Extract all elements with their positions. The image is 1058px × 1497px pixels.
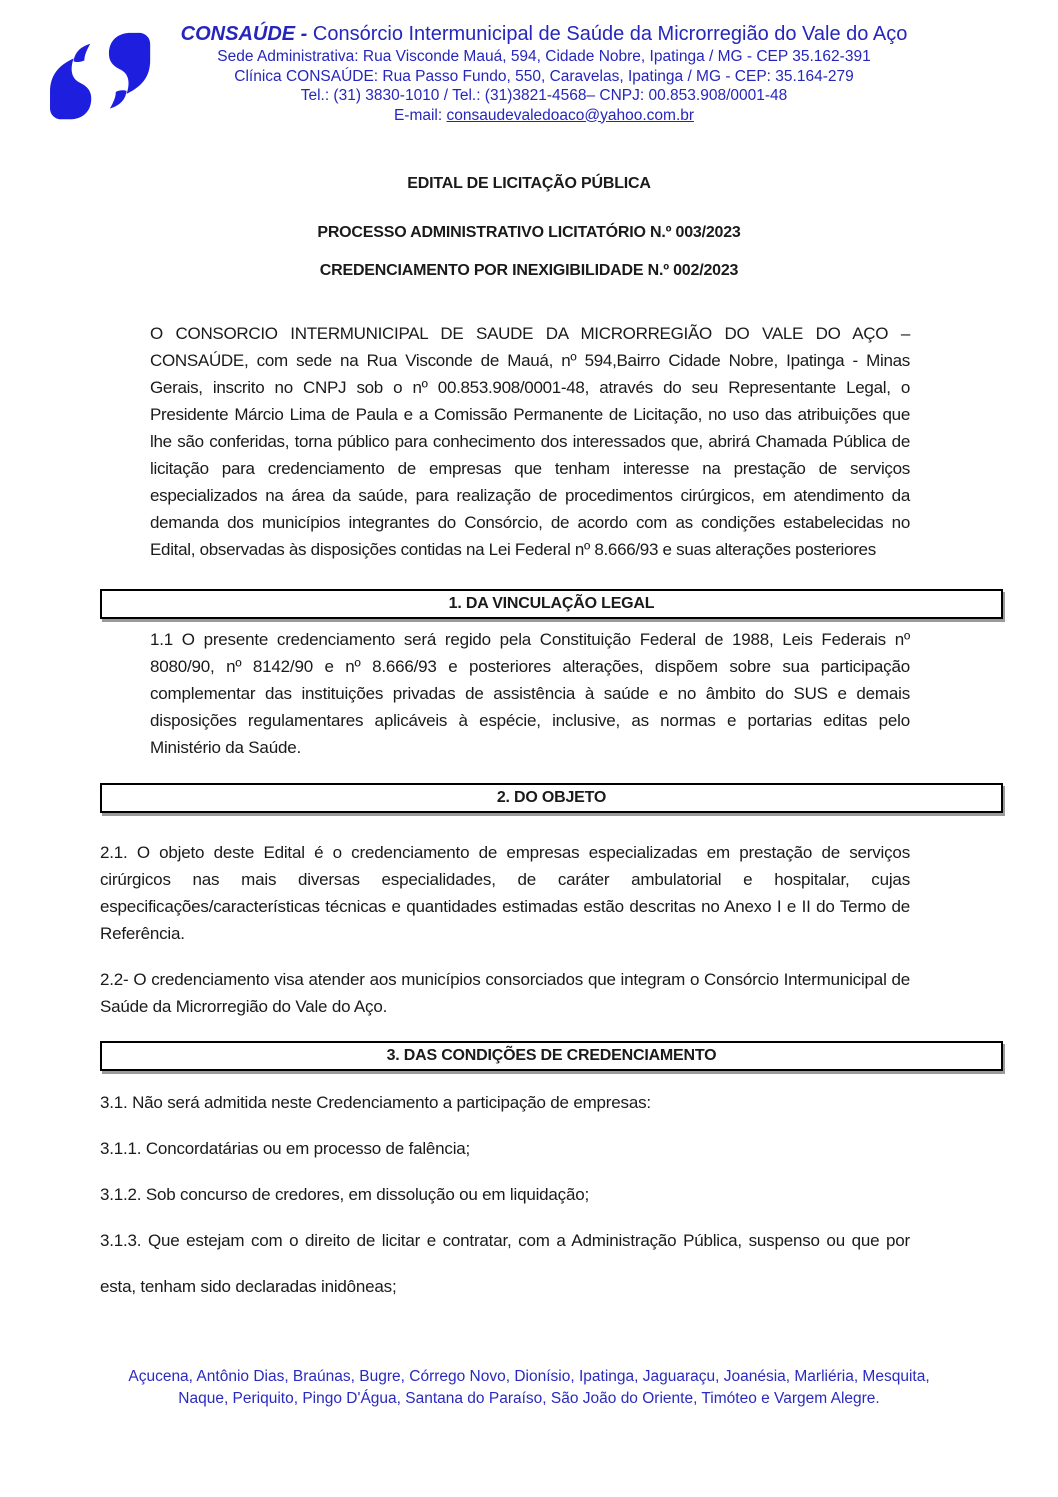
paragraph-1-1: 1.1 O presente credenciamento será regido pela Constituição Federal de 1988, Leis Federais nº 8080/90, nº 8142/90 e nº 8.666/93 e posteriores alterações, dispõem sobre sua participação complementar das instituições privadas de assistência à saúde e no âmbito do SUS e demais disposições regulamentares aplicáveis à espécie, inclusive, as normas e portarias editas pelo Ministério da Saúde. <box>150 630 910 757</box>
credential-title: CREDENCIAMENTO POR INEXIGIBILIDADE N.º 002/2023 <box>319 262 739 279</box>
paragraph-2-1: 2.1. O objeto deste Edital é o credenciamento de empresas especializadas em prestação de serviços cirúrgicos nas mais diversas especialidades, de caráter ambulatorial e hospitalar, cujas especificações/características técnicas e quantidades estimadas estão descritas no Anexo I e II do Termo de Referência. <box>100 843 910 943</box>
consaude-logo-icon <box>46 28 164 136</box>
org-address-admin: Sede Administrativa: Rua Visconde Mauá, 594, Cidade Nobre, Ipatinga / MG - CEP 35.162-391 <box>217 48 871 65</box>
paragraph-3-1-1: 3.1.1. Concordatárias ou em processo de falência; <box>100 1139 471 1158</box>
section-heading-2: 2. DO OBJETO <box>100 783 1003 813</box>
letterhead <box>0 0 1058 125</box>
org-abbr: CONSAÚDE - <box>180 23 313 45</box>
org-name: Consórcio Intermunicipal de Saúde da Microrregião do Vale do Aço <box>312 23 908 45</box>
paragraph-3-1-2: 3.1.2. Sob concurso de credores, em dissolução ou em liquidação; <box>100 1185 589 1204</box>
edital-title: EDITAL DE LICITAÇÃO PÚBLICA <box>407 175 651 192</box>
org-address-clinic: Clínica CONSAÚDE: Rua Passo Fundo, 550, Caravelas, Ipatinga / MG - CEP: 35.164-279 <box>234 67 854 85</box>
org-title <box>60 22 1028 47</box>
process-title: PROCESSO ADMINISTRATIVO LICITATÓRIO N.º 003/2023 <box>317 224 741 241</box>
org-email-line <box>60 106 1028 126</box>
section-heading-3: 3. DAS CONDIÇÕES DE CREDENCIAMENTO <box>100 1041 1003 1071</box>
paragraph-2-2: 2.2- O credenciamento visa atender aos municípios consorciados que integram o Consórcio Intermunicipal de Saúde da Microrregião do Vale do Aço. <box>100 970 910 1016</box>
paragraph-3-1: 3.1. Não será admitida neste Credenciamento a participação de empresas: <box>100 1093 651 1112</box>
email-label: E-mail: <box>393 106 447 124</box>
municipalities-footer: Açucena, Antônio Dias, Braúnas, Bugre, Córrego Novo, Dionísio, Ipatinga, Jaguaraçu, Joanésia, Marliéria, Mesquita, Naque, Periquito, Pingo D'Água, Santana do Paraíso, São João do Oriente, Timóteo e Vargem Alegre. <box>128 1368 930 1407</box>
document-body <box>0 175 1058 1310</box>
paragraph-3-1-3: 3.1.3. Que estejam com o direito de licitar e contratar, com a Administração Pública, suspenso ou que por esta, tenham sido declaradas inidôneas; <box>100 1231 910 1296</box>
intro-paragraph: O CONSORCIO INTERMUNICIPAL DE SAUDE DA MICRORREGIÃO DO VALE DO AÇO – CONSAÚDE, com sede na Rua Visconde de Mauá, nº 594,Bairro Cidade Nobre, Ipatinga - Minas Gerais, inscrito no CNPJ sob o nº 00.853.908/0001-48, através do seu Representante Legal, o Presidente Márcio Lima de Paula e a Comissão Permanente de Licitação, no uso das atribuições que lhe são conferidas, torna público para conhecimento dos interessados que, abrirá Chamada Pública de licitação para credenciamento de empresas que tenham interesse na prestação de serviços especializados na área da saúde, para realização de procedimentos cirúrgicos, em atendimento da demanda dos municípios integrantes do Consórcio, de acordo com as condições estabelecidas no Edital, observadas às disposições contidas na Lei Federal nº 8.666/93 e suas alterações posteriores <box>150 324 910 559</box>
email-link[interactable]: consaudevaledoaco@yahoo.com.br <box>446 106 695 124</box>
section-heading-1: 1. DA VINCULAÇÃO LEGAL <box>100 589 1003 619</box>
conditions-list <box>0 1080 1058 1310</box>
org-phone-cnpj: Tel.: (31) 3830-1010 / Tel.: (31)3821-4568– CNPJ: 00.853.908/0001-48 <box>300 87 788 104</box>
